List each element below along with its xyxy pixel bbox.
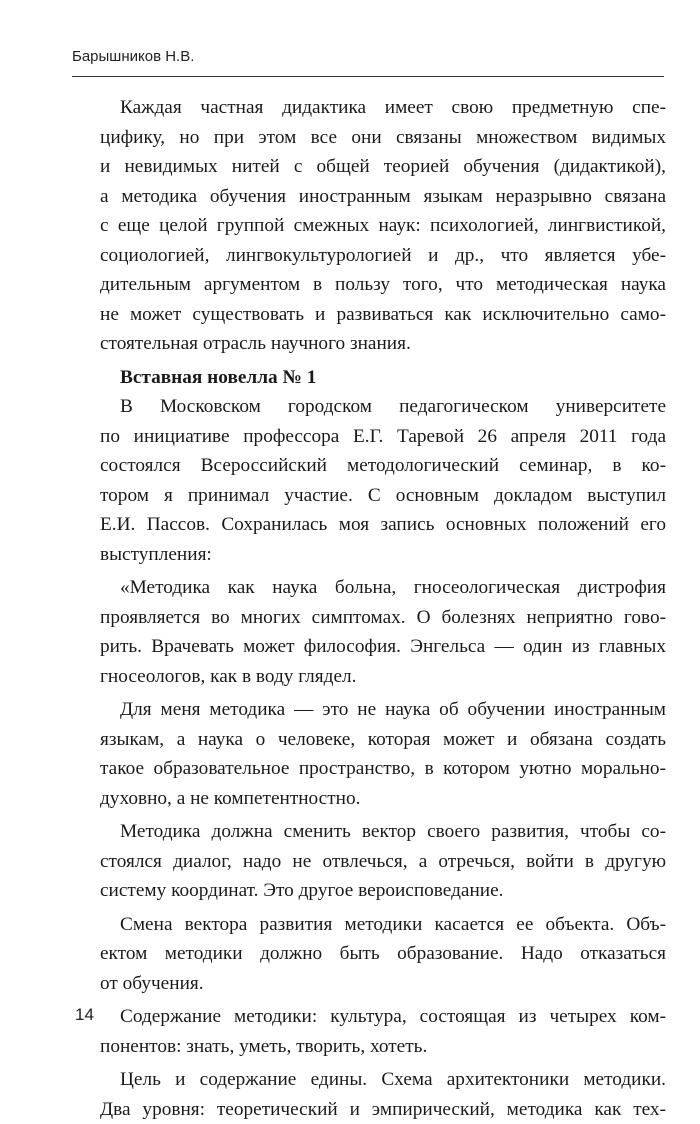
text-line: стоялся диалог, надо не отвлечься, а отречься, войти в другую: [100, 847, 666, 877]
text-line: ектом методики должно быть образование. Надо отказаться: [100, 939, 666, 969]
text-line: Два уровня: теоретический и эмпирический, методика как тех-: [100, 1095, 666, 1124]
text-line: не может существовать и развиваться как исключительно само-: [100, 300, 666, 330]
text-line: цифику, но при этом все они связаны множеством видимых: [100, 123, 666, 153]
text-line: проявляется во многих симптомах. О болезнях неприятно гово-: [100, 603, 666, 633]
text-line: и невидимых нитей с общей теорией обучения (дидактикой),: [100, 152, 666, 182]
text-line: дительным аргументом в пользу того, что методическая наука: [100, 270, 666, 300]
text-line: В Московском городском педагогическом университете: [100, 392, 666, 422]
text-line: Цель и содержание едины. Схема архитектоники методики.: [100, 1065, 666, 1095]
text-line: выступления:: [100, 540, 666, 570]
text-line: понентов: знать, уметь, творить, хотеть.: [100, 1032, 666, 1062]
page-number: 14: [75, 1005, 94, 1025]
text-line: тором я принимал участие. С основным докладом выступил: [100, 481, 666, 511]
header-rule: [72, 76, 664, 77]
text-line: по инициативе профессора Е.Г. Таревой 26 апреля 2011 года: [100, 422, 666, 452]
text-line: с еще целой группой смежных наук: психологией, лингвистикой,: [100, 211, 666, 241]
text-line: от обучения.: [100, 969, 666, 999]
text-line: Методика должна сменить вектор своего развития, чтобы со-: [100, 817, 666, 847]
text-line: состоялся Всероссийский методологический семинар, в ко-: [100, 451, 666, 481]
text-line: систему координат. Это другое вероисповедание.: [100, 876, 666, 906]
text-line: стоятельная отрасль научного знания.: [100, 329, 666, 359]
body-text: [100, 93, 666, 1124]
section-heading: Вставная новелла № 1: [100, 363, 666, 393]
text-line: такое образовательное пространство, в котором уютно морально-: [100, 754, 666, 784]
text-line: гносеологов, как в воду глядел.: [100, 662, 666, 692]
text-line: социологией, лингвокультурологией и др., что является убе-: [100, 241, 666, 271]
text-line: духовно, а не компетентностно.: [100, 784, 666, 814]
text-line: «Методика как наука больна, гносеологическая дистрофия: [100, 573, 666, 603]
text-line: Содержание методики: культура, состоящая из четырех ком-: [100, 1002, 666, 1032]
running-header-author: Барышников Н.В.: [72, 48, 194, 65]
text-line: рить. Врачевать может философия. Энгельса — один из главных: [100, 632, 666, 662]
text-line: языкам, а наука о человеке, которая может и обязана создать: [100, 725, 666, 755]
text-line: Каждая частная дидактика имеет свою предметную спе-: [100, 93, 666, 123]
text-line: Смена вектора развития методики касается ее объекта. Объ-: [100, 910, 666, 940]
text-line: а методика обучения иностранным языкам неразрывно связана: [100, 182, 666, 212]
text-line: Для меня методика — это не наука об обучении иностранным: [100, 695, 666, 725]
text-line: Е.И. Пассов. Сохранилась моя запись основных положений его: [100, 510, 666, 540]
